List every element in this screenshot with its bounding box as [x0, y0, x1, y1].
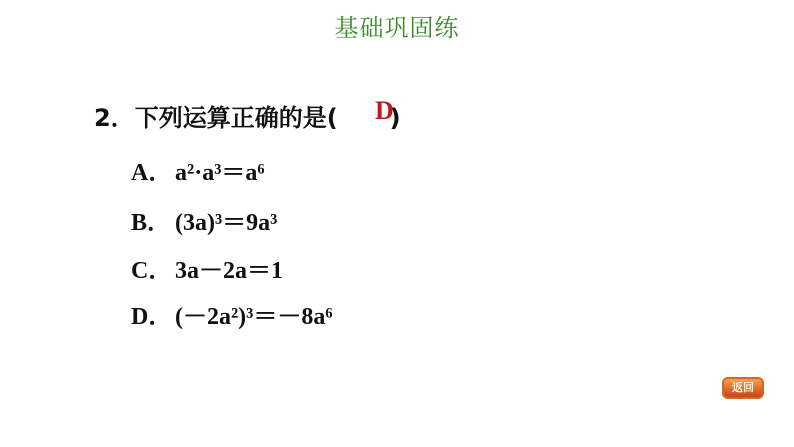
option-expression: (－2a²)³＝－8a⁶ [175, 304, 333, 330]
option-b [131, 202, 277, 237]
question-text: 2．下列运算正确的是( [94, 104, 338, 132]
answer-label: D [375, 96, 394, 125]
back-button[interactable]: 返回 [722, 377, 764, 399]
question-stem [94, 98, 401, 133]
option-letter: B． [131, 210, 172, 236]
option-d [131, 296, 333, 331]
question-close-paren: ) [389, 104, 401, 132]
option-letter: D． [131, 304, 173, 330]
option-letter: A． [131, 160, 173, 186]
option-a [131, 152, 265, 187]
option-expression: 3a－2a＝1 [175, 258, 283, 284]
option-letter: C． [131, 258, 173, 284]
option-expression: a²·a³＝a⁶ [175, 160, 265, 186]
option-c [131, 250, 283, 285]
section-title: 基础巩固练 [334, 14, 460, 42]
option-expression: (3a)³＝9a³ [175, 210, 278, 236]
